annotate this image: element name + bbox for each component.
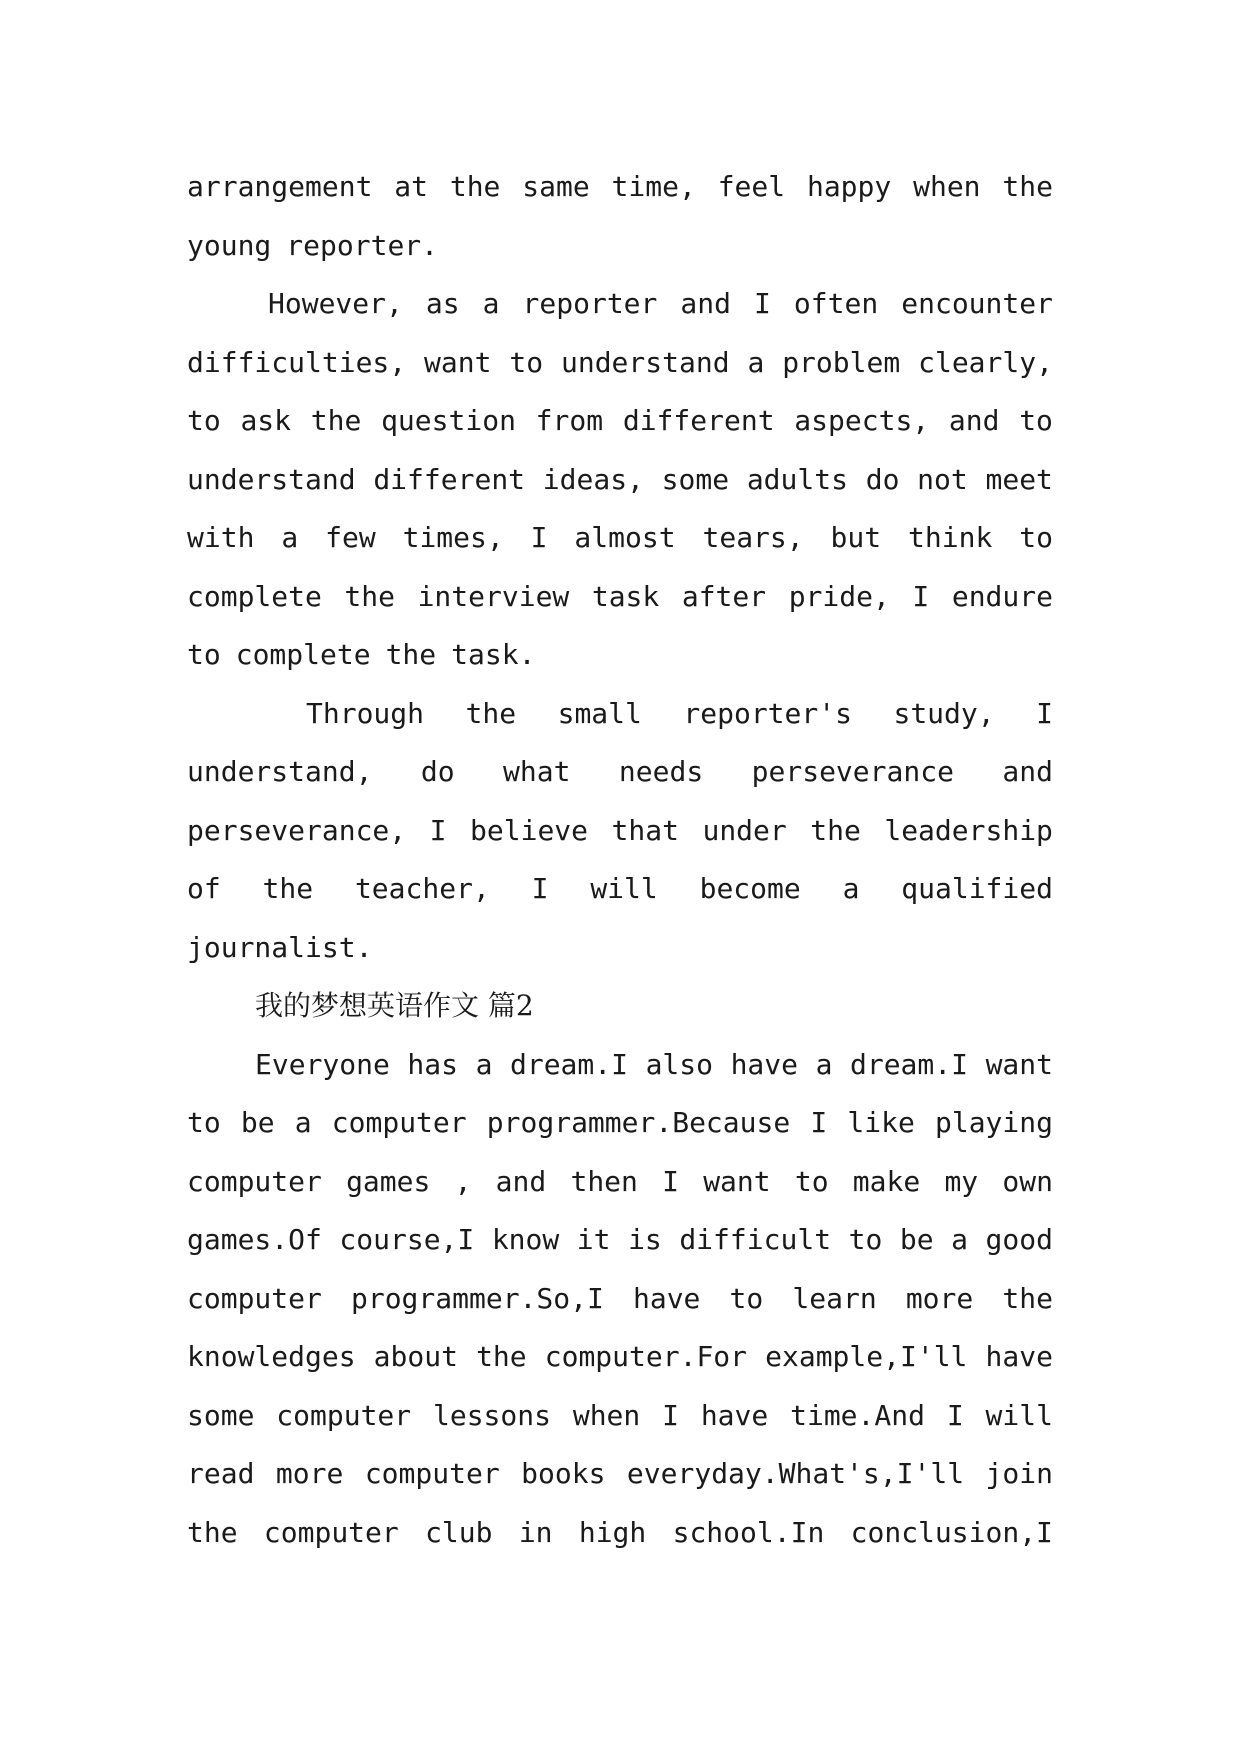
word: to xyxy=(509,345,544,379)
word: question xyxy=(381,404,516,437)
word: the xyxy=(465,696,517,730)
word: like xyxy=(847,1106,915,1139)
word: ideas, xyxy=(542,462,644,496)
word: example,I'll xyxy=(765,1340,968,1373)
word: tears, xyxy=(702,521,804,554)
word: to xyxy=(187,1106,221,1139)
word: has xyxy=(407,1047,458,1081)
word: have xyxy=(730,1047,798,1081)
word: I xyxy=(530,521,548,554)
word: complete xyxy=(235,638,371,671)
word: own xyxy=(1002,1164,1053,1198)
word: problem xyxy=(782,345,901,379)
section-heading: 我的梦想英语作文 篇2 xyxy=(255,989,534,1022)
word: I xyxy=(429,813,447,847)
word: endure xyxy=(951,579,1053,613)
word: the xyxy=(344,579,395,613)
word: make xyxy=(852,1164,921,1198)
word: have xyxy=(700,1398,769,1432)
word: programmer.So,I xyxy=(350,1281,604,1315)
word: know xyxy=(491,1223,560,1256)
word: in xyxy=(518,1515,553,1549)
word: feel xyxy=(717,170,786,203)
word: computer xyxy=(276,1398,412,1432)
word: meet xyxy=(985,462,1053,496)
word: Everyone xyxy=(255,1047,390,1081)
word: small xyxy=(557,696,642,730)
word: learn xyxy=(792,1281,877,1315)
word: to xyxy=(848,1223,883,1256)
word: as xyxy=(425,287,460,320)
word: dream.I xyxy=(849,1047,968,1081)
word: and xyxy=(948,404,1000,437)
word: needs xyxy=(618,755,704,788)
text-line xyxy=(187,743,1053,802)
word: different xyxy=(373,462,526,496)
word: will xyxy=(985,1398,1053,1432)
word: that xyxy=(611,813,679,847)
word: do xyxy=(420,755,455,788)
text-line xyxy=(187,1328,1053,1387)
word: difficult xyxy=(679,1223,832,1256)
text-line xyxy=(187,626,1053,685)
text-line xyxy=(187,451,1053,510)
text-line xyxy=(187,217,1053,276)
word: everyday.What's,I'll xyxy=(626,1457,965,1490)
word: the xyxy=(310,404,362,437)
word: also xyxy=(645,1047,713,1081)
word: and xyxy=(495,1164,547,1198)
word: reporter. xyxy=(286,228,439,262)
word: perseverance, xyxy=(187,813,407,847)
word: understand xyxy=(560,345,730,379)
word: understand xyxy=(187,462,356,496)
word: adults xyxy=(746,462,848,496)
word: games.Of xyxy=(187,1223,322,1256)
word: want xyxy=(985,1047,1053,1081)
word: when xyxy=(913,170,981,203)
word: conclusion,I xyxy=(850,1515,1053,1549)
word: same xyxy=(522,170,590,203)
text-line xyxy=(187,919,1053,978)
word: be xyxy=(240,1106,275,1139)
text-line xyxy=(187,1094,1053,1153)
word: from xyxy=(535,404,604,437)
word: think xyxy=(908,521,993,554)
word: a xyxy=(951,1223,968,1256)
word: leadership xyxy=(884,813,1053,847)
word: to xyxy=(729,1281,764,1315)
word: to xyxy=(1019,521,1053,554)
word: and xyxy=(680,287,731,320)
word: more xyxy=(905,1281,974,1315)
word: I xyxy=(662,1164,679,1198)
text-line xyxy=(187,1153,1053,1212)
word: a xyxy=(482,287,500,320)
word: reporter's xyxy=(683,696,852,730)
word: school.In xyxy=(672,1515,825,1549)
word: and xyxy=(1002,755,1053,788)
word: what xyxy=(503,755,571,788)
word: of xyxy=(187,872,221,905)
word: lessons xyxy=(432,1398,551,1432)
text-line xyxy=(187,334,1053,393)
word: with xyxy=(187,521,255,554)
text-line xyxy=(187,158,1053,217)
text-line xyxy=(187,509,1053,568)
word: believe xyxy=(470,813,589,847)
word: I xyxy=(810,1106,828,1139)
text-line xyxy=(187,275,1053,334)
word: not xyxy=(917,462,968,496)
word: about xyxy=(373,1340,458,1373)
word: a xyxy=(842,872,860,905)
word: few xyxy=(325,521,376,554)
word: task xyxy=(591,579,660,613)
word: become xyxy=(699,872,801,905)
word: is xyxy=(628,1223,662,1256)
word: time, xyxy=(611,170,696,203)
word: join xyxy=(985,1457,1053,1490)
word: knowledges xyxy=(187,1340,356,1373)
word: some xyxy=(661,462,730,496)
word: be xyxy=(899,1223,934,1256)
word: to xyxy=(187,404,221,437)
word: do xyxy=(865,462,900,496)
word: the xyxy=(187,1515,238,1549)
word: books xyxy=(521,1457,606,1490)
word: journalist. xyxy=(187,930,373,964)
word: qualified xyxy=(901,872,1053,905)
word: understand, xyxy=(187,755,373,788)
word: I xyxy=(1036,696,1053,730)
word: pride, xyxy=(788,579,890,613)
word: computer xyxy=(331,1106,467,1139)
word: However, xyxy=(268,287,403,320)
word: Through xyxy=(306,696,425,730)
word: reporter xyxy=(522,287,658,320)
word: ask xyxy=(240,404,292,437)
word: encounter xyxy=(901,287,1053,320)
word: times, xyxy=(402,521,504,554)
word: games xyxy=(346,1164,431,1198)
word: a xyxy=(815,1047,833,1081)
word: have xyxy=(985,1340,1053,1373)
text-line xyxy=(187,1387,1053,1446)
word: it xyxy=(576,1223,611,1256)
text-line xyxy=(187,802,1053,861)
word: clearly, xyxy=(918,345,1053,379)
word: difficulties, xyxy=(187,345,407,379)
word: good xyxy=(985,1223,1053,1256)
word: a xyxy=(281,521,299,554)
word: the xyxy=(810,813,861,847)
word: programmer.Because xyxy=(486,1106,791,1139)
word: computer.For xyxy=(544,1340,748,1373)
text-line xyxy=(187,1211,1053,1270)
word: some xyxy=(187,1398,255,1432)
word: a xyxy=(747,345,765,379)
word: young xyxy=(187,228,272,262)
word: to xyxy=(1019,404,1053,437)
word: to xyxy=(794,1164,829,1198)
word: computer xyxy=(263,1515,399,1549)
word: computer xyxy=(364,1457,500,1490)
text-line xyxy=(187,392,1053,451)
word: teacher, xyxy=(354,872,490,905)
word: perseverance xyxy=(751,755,954,788)
word: under xyxy=(702,813,787,847)
word: the xyxy=(476,1340,527,1373)
word: to xyxy=(187,638,221,671)
word: want xyxy=(424,345,492,379)
word: aspects, xyxy=(794,404,930,437)
text-line xyxy=(187,568,1053,627)
text-line xyxy=(187,1270,1053,1329)
word: arrangement xyxy=(187,170,373,203)
word: but xyxy=(830,521,882,554)
word: computer xyxy=(187,1281,322,1315)
word: I xyxy=(946,1398,964,1432)
word: my xyxy=(944,1164,979,1198)
word: when xyxy=(572,1398,641,1432)
word: , xyxy=(454,1164,472,1198)
word: a xyxy=(475,1047,493,1081)
word: the xyxy=(385,638,437,671)
word: time.And xyxy=(790,1398,925,1432)
word: interview xyxy=(417,579,570,613)
word: different xyxy=(622,404,775,437)
word: after xyxy=(681,579,767,613)
word: a xyxy=(294,1106,312,1139)
word: course,I xyxy=(339,1223,475,1256)
word: often xyxy=(793,287,879,320)
word: computer xyxy=(187,1164,322,1198)
word: the xyxy=(449,170,501,203)
word: have xyxy=(632,1281,701,1315)
word: then xyxy=(570,1164,638,1198)
word: more xyxy=(275,1457,344,1490)
word: I xyxy=(912,579,930,613)
word: almost xyxy=(574,521,676,554)
word: high xyxy=(578,1515,647,1549)
word: happy xyxy=(806,170,892,203)
word: I xyxy=(531,872,549,905)
word: dream.I xyxy=(509,1047,628,1081)
word: want xyxy=(703,1164,771,1198)
word: the xyxy=(262,872,314,905)
text-line xyxy=(187,1445,1053,1504)
word: complete xyxy=(187,579,322,613)
word: the xyxy=(1002,170,1053,203)
document-body xyxy=(187,158,1053,1562)
word: the xyxy=(1002,1281,1053,1315)
word: playing xyxy=(934,1106,1053,1139)
word: will xyxy=(590,872,658,905)
word: I xyxy=(662,1398,679,1432)
word: read xyxy=(187,1457,255,1490)
word: task. xyxy=(451,638,536,671)
text-line xyxy=(187,685,1053,744)
word: club xyxy=(425,1515,493,1549)
text-line xyxy=(187,1504,1053,1563)
word: I xyxy=(754,287,771,320)
word: at xyxy=(394,170,428,203)
word: study, xyxy=(893,696,995,730)
text-line xyxy=(187,1036,1053,1095)
text-line xyxy=(187,860,1053,919)
